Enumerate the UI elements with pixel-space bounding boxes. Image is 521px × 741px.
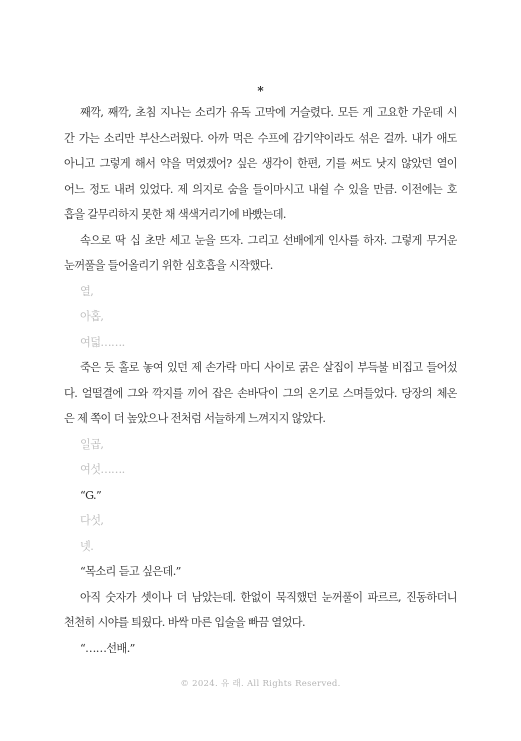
- dialogue-line: “……선배.”: [80, 641, 135, 655]
- dialogue-line: “목소리 듣고 싶은데.”: [80, 565, 181, 578]
- countdown-line: 여섯…….: [80, 463, 125, 476]
- text-line: 아니고 그렇게 해서 약을 먹였겠어? 싶은 생각이 한편, 기를 써도 낫지 않았던 열이: [64, 157, 457, 170]
- countdown-line: 일곱,: [80, 437, 104, 451]
- dialogue-line: “G.”: [80, 488, 102, 502]
- text-line: 간 가는 소리만 부산스러웠다. 아까 먹은 수프에 감기약이라도 섞은 걸까. 내가 애도: [64, 131, 457, 145]
- section-break-asterisk: *: [257, 84, 264, 98]
- text-line: 째깍, 째깍, 초침 지나는 소리가 유독 고막에 거슬렸다. 모든 게 고요한 가운데 시: [80, 106, 457, 119]
- text-line: 죽은 듯 홀로 놓여 있던 제 손가락 마디 사이로 굵은 살집이 부득불 비집고 들어섰: [80, 361, 457, 374]
- copyright-notice: © 2024. 유 래. All Rights Reserved.: [180, 679, 341, 689]
- countdown-line: 열,: [80, 284, 94, 298]
- text-line: 눈꺼풀을 들어올리기 위한 심호흡을 시작했다.: [64, 259, 273, 272]
- countdown-line: 다섯,: [80, 514, 104, 527]
- text-line: 아직 숫자가 셋이나 더 남았는데. 한없이 묵직했던 눈꺼풀이 파르르, 진동하더니: [80, 590, 457, 604]
- text-line: 은 제 쪽이 더 높았으나 전처럼 서늘하게 느껴지지 않았다.: [64, 412, 326, 425]
- countdown-line: 여덟…….: [80, 335, 125, 349]
- body-text: [64, 100, 457, 661]
- text-line: 속으로 딱 십 초만 세고 눈을 뜨자. 그리고 선배에게 인사를 하자. 그렇게 무거운: [80, 233, 457, 247]
- text-line: 다. 얼떨결에 그와 깍지를 끼어 잡은 손바닥이 그의 온기로 스며들었다. 당장의 체온: [64, 386, 457, 400]
- text-line: 흡을 갈무리하지 못한 채 색색거리기에 바빴는데.: [64, 208, 286, 221]
- text-line: 어느 정도 내려 있었다. 제 의지로 숨을 들이마시고 내쉴 수 있을 만큼. 이전에는 호: [64, 182, 457, 196]
- countdown-line: 넷.: [80, 539, 94, 553]
- countdown-line: 아홉,: [80, 310, 104, 323]
- text-line: 천천히 시야를 틔웠다. 바싹 마른 입술을 빠끔 열었다.: [64, 616, 305, 629]
